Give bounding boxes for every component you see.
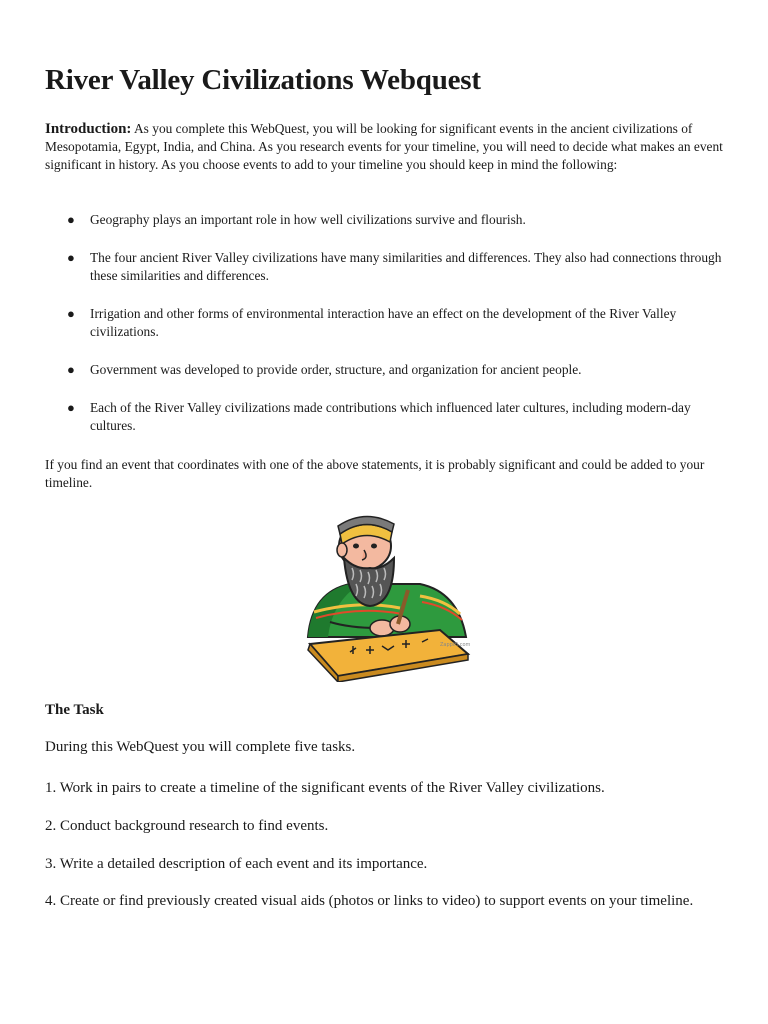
list-item-text: The four ancient River Valley civilizations have many similarities and differences. They also had connections through these similarities and differences. <box>90 250 722 283</box>
list-item-text: Geography plays an important role in how well civilizations survive and flourish. <box>90 212 526 227</box>
illustration-watermark: ZappiFi.com <box>440 642 471 648</box>
task-item: 3. Write a detailed description of each event and its importance. <box>45 856 428 872</box>
page-title: River Valley Civilizations Webquest <box>45 64 481 96</box>
task-item: 2. Conduct background research to find events. <box>45 818 329 834</box>
scribe-clipart-icon <box>290 512 480 682</box>
bullet-icon: ● <box>67 212 75 227</box>
significance-criteria-list <box>45 211 730 455</box>
list-item <box>45 211 730 229</box>
introduction-text: As you complete this WebQuest, you will be looking for significant events in the ancient civilizations of Mesopotamia, Egypt, India, and China. As you research events for your timeline, you will need to decide what makes an event significant in history. As you choose events to add to your timeline you should keep in mind the following: <box>45 121 723 172</box>
list-item <box>45 361 730 379</box>
scribe-illustration <box>290 512 480 682</box>
list-item-text: Irrigation and other forms of environmental interaction have an effect on the development of the River Valley civilizations. <box>90 306 677 339</box>
task-intro: During this WebQuest you will complete five tasks. <box>45 739 356 755</box>
introduction-label: Introduction: <box>45 121 132 137</box>
bullet-icon: ● <box>67 400 75 415</box>
closing-paragraph: If you find an event that coordinates with one of the above statements, it is probably significant and could be added to your timeline. <box>45 457 705 490</box>
list-item <box>45 399 730 435</box>
introduction-paragraph <box>45 120 730 174</box>
bullet-icon: ● <box>67 362 75 377</box>
task-item: 4. Create or find previously created visual aids (photos or links to video) to support events on your timeline. <box>45 893 694 909</box>
bullet-icon: ● <box>67 306 75 321</box>
list-item-text: Each of the River Valley civilizations made contributions which influenced later cultures, including modern-day cultures. <box>90 400 691 433</box>
bullet-icon: ● <box>67 250 75 265</box>
task-heading: The Task <box>45 702 104 718</box>
list-item <box>45 305 730 341</box>
task-item: 1. Work in pairs to create a timeline of the significant events of the River Valley civilizations. <box>45 780 605 796</box>
list-item <box>45 249 730 285</box>
list-item-text: Government was developed to provide order, structure, and organization for ancient people. <box>90 362 582 377</box>
task-list <box>45 778 730 929</box>
